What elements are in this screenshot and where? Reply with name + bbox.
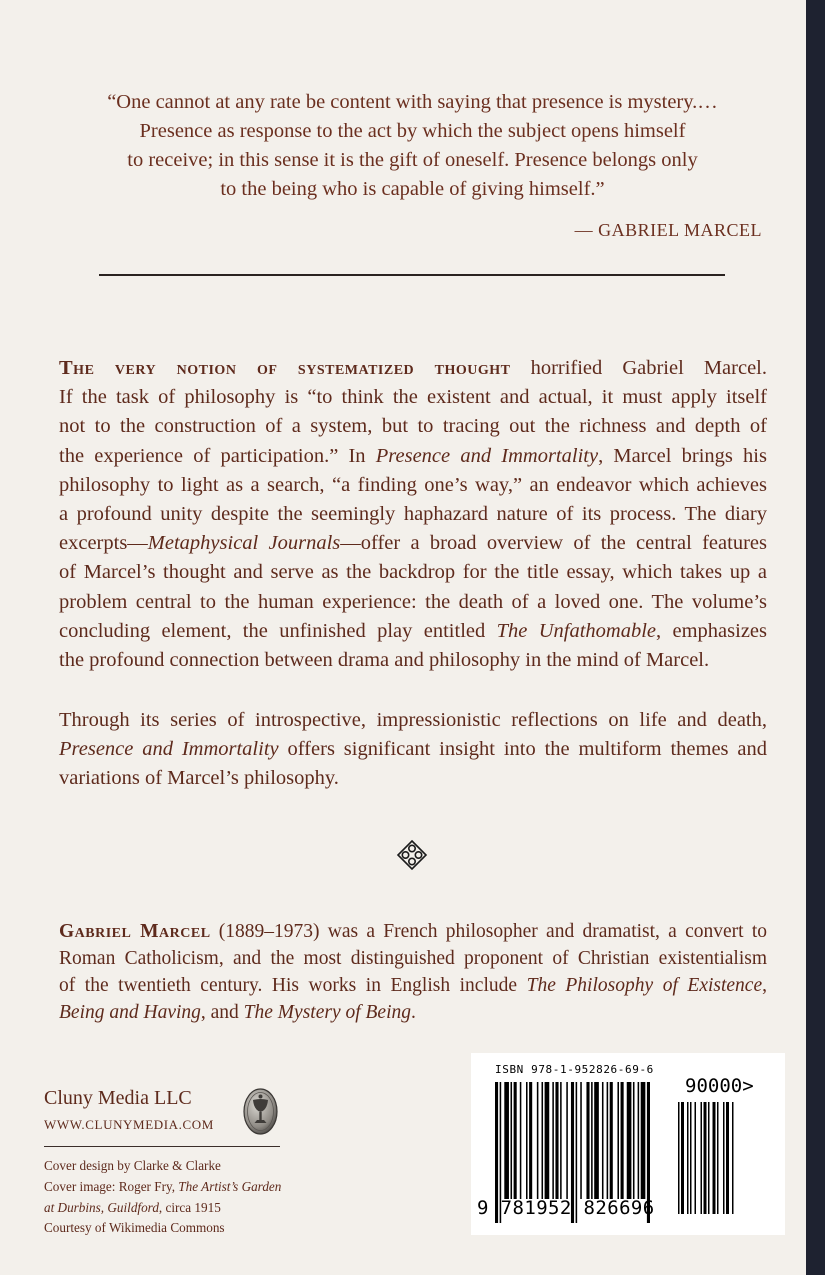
credit-courtesy: Courtesy of Wikimedia Commons: [44, 1220, 225, 1236]
barcode-bar: [594, 1082, 599, 1199]
barcode-bar: [621, 1082, 624, 1199]
chalice-medallion-icon: [243, 1088, 278, 1135]
work-title: Metaphysical Journals: [147, 532, 341, 555]
bio-text: , and: [200, 1002, 244, 1023]
barcode-bar: [566, 1082, 568, 1199]
barcode-bar: [638, 1082, 640, 1199]
publisher-name: Cluny Media LLC: [44, 1087, 192, 1109]
barcode-bar: [726, 1102, 729, 1214]
blurb-line: of Marcel’s thought and serve as the backdrop for the title essay, which takes up a: [59, 561, 767, 584]
book-title: Presence and Immortality: [375, 444, 599, 467]
epigraph-line: to the being who is capable of giving himself.”: [220, 178, 605, 200]
cover-credits: [44, 1156, 281, 1239]
blurb-text: , Marcel brings his: [598, 444, 767, 467]
barcode-bar: [617, 1082, 619, 1199]
blurb-text: horrified Gabriel Marcel.: [510, 357, 767, 379]
bio-line: [59, 972, 767, 999]
fleuron-ornament-icon: [396, 839, 428, 871]
credit-design: Cover design by Clarke & Clarke: [44, 1158, 221, 1173]
blurb-text: , emphasizes: [656, 619, 767, 642]
blurb-line: a profound unity despite the seemingly haphazard nature of its process. The diary: [59, 503, 767, 526]
barcode-bar: [602, 1082, 604, 1199]
barcode-bar: [687, 1102, 689, 1214]
barcode-bar: [529, 1082, 532, 1199]
bio-text: (1889–1973) was a French philosopher and dramatist, a convert to: [210, 921, 768, 942]
blurb-text: —offer a broad overview of the central features: [340, 532, 767, 555]
credit-image-cont: [44, 1198, 281, 1219]
barcode-bar: [607, 1082, 609, 1199]
author-bio: [59, 918, 767, 1026]
barcode-bar: [545, 1082, 550, 1199]
price-code: 90000>: [685, 1075, 754, 1097]
blurb-paragraph-2: [59, 706, 767, 794]
work-title: Being and Having: [59, 1002, 201, 1023]
author-name: Gabriel Marcel: [59, 921, 211, 942]
work-title: The Philosophy of Existence: [526, 975, 763, 996]
blurb-line: [59, 354, 767, 383]
bio-text: of the twentieth century. His works in English include: [59, 975, 527, 996]
epigraph-attribution: — GABRIEL MARCEL: [574, 220, 762, 240]
blurb-line: not to the construction of a system, but to tracing out the richness and depth of: [59, 415, 767, 438]
barcode-bar: [732, 1102, 734, 1214]
spine-edge: [806, 0, 825, 1275]
barcode-bar: [723, 1102, 725, 1214]
barcode-bar: [633, 1082, 635, 1199]
barcode-bar: [580, 1082, 582, 1199]
barcode-bar: [586, 1082, 589, 1199]
epigraph-quote: [60, 88, 765, 204]
blurb-line: If the task of philosophy is “to think the existent and actual, it must apply itself: [59, 386, 767, 409]
artwork-title: at Durbins, Guildford: [44, 1199, 159, 1215]
blurb-text: offers significant insight into the multiform themes and: [278, 738, 767, 761]
barcode-bar: [695, 1102, 697, 1214]
blurb-line: [59, 442, 767, 471]
blurb-lead-in: The very notion of systematized thought: [59, 357, 511, 379]
blurb-line: philosophy to light as a search, “a finding one’s way,” an endeavor which achieves: [59, 473, 767, 496]
barcode-bar: [591, 1082, 593, 1199]
barcode-bar: [542, 1082, 544, 1199]
barcode-bar: [552, 1082, 554, 1199]
work-title: The Mystery of Being: [243, 1002, 412, 1023]
barcode-bar: [627, 1082, 632, 1199]
epigraph-line: Presence as response to the act by which the subject opens himself: [139, 120, 686, 142]
blurb-line: [59, 617, 767, 646]
barcode-bar: [641, 1082, 646, 1199]
bio-text: ,: [762, 975, 767, 996]
blurb-line: the profound connection between drama and philosophy in the mind of Marcel.: [59, 649, 710, 672]
blurb-text: concluding element, the unfinished play entitled: [59, 619, 497, 642]
isbn-label: ISBN 978-1-952826-69-6: [495, 1063, 654, 1076]
barcode-bar: [704, 1102, 707, 1214]
blurb-line: problem central to the human experience: the death of a loved one. The volume’s: [59, 590, 767, 613]
book-title: Presence and Immortality: [59, 738, 279, 761]
barcode-bar: [701, 1102, 703, 1214]
bio-line: [59, 999, 767, 1026]
barcode-bar: [520, 1082, 522, 1199]
footer-divider: [44, 1146, 280, 1147]
barcode-bar: [526, 1082, 528, 1199]
barcode-bar: [514, 1082, 517, 1199]
epigraph-line: to receive; in this sense it is the gift of oneself. Presence belongs only: [127, 149, 698, 171]
work-title: The Unfathomable: [496, 619, 657, 642]
credit-image: [44, 1177, 281, 1198]
blurb-line: [59, 529, 767, 558]
epigraph-line: “One cannot at any rate be content with saying that presence is mystery.…: [107, 91, 718, 113]
bio-line: [59, 918, 767, 945]
artwork-title: The Artist’s Garden: [178, 1178, 282, 1194]
credit-text: , circa 1915: [158, 1199, 221, 1215]
barcode-bar: [708, 1102, 710, 1214]
barcode-bar: [537, 1082, 539, 1199]
barcode-bar: [610, 1082, 613, 1199]
barcode-bar: [555, 1082, 558, 1199]
publisher-website: WWW.CLUNYMEDIA.COM: [44, 1117, 214, 1132]
barcode-bar: [560, 1082, 562, 1199]
barcode-bar: [690, 1102, 692, 1214]
barcode-bar: [681, 1102, 684, 1214]
divider-rule: [99, 274, 725, 276]
barcode-bar: [713, 1102, 716, 1214]
barcode-bar: [717, 1102, 719, 1214]
blurb-text: excerpts—: [59, 532, 148, 555]
barcode-bar: [504, 1082, 509, 1199]
blurb-paragraph-1: [59, 354, 767, 675]
bio-line: Roman Catholicism, and the most distinguished proponent of Christian existentialism: [59, 948, 767, 969]
blurb-line: Through its series of introspective, impressionistic reflections on life and death,: [59, 709, 767, 731]
blurb-line: variations of Marcel’s philosophy.: [59, 767, 339, 790]
barcode-digits: 9 781952 826696: [477, 1197, 655, 1219]
credit-text: Cover image: Roger Fry,: [44, 1178, 179, 1194]
barcode-bar: [678, 1102, 680, 1214]
isbn-barcode: [471, 1053, 785, 1235]
barcode-bar: [511, 1082, 513, 1199]
blurb-line: [59, 735, 767, 764]
bio-text: .: [411, 1002, 416, 1023]
blurb-text: the experience of participation.” In: [59, 444, 376, 467]
